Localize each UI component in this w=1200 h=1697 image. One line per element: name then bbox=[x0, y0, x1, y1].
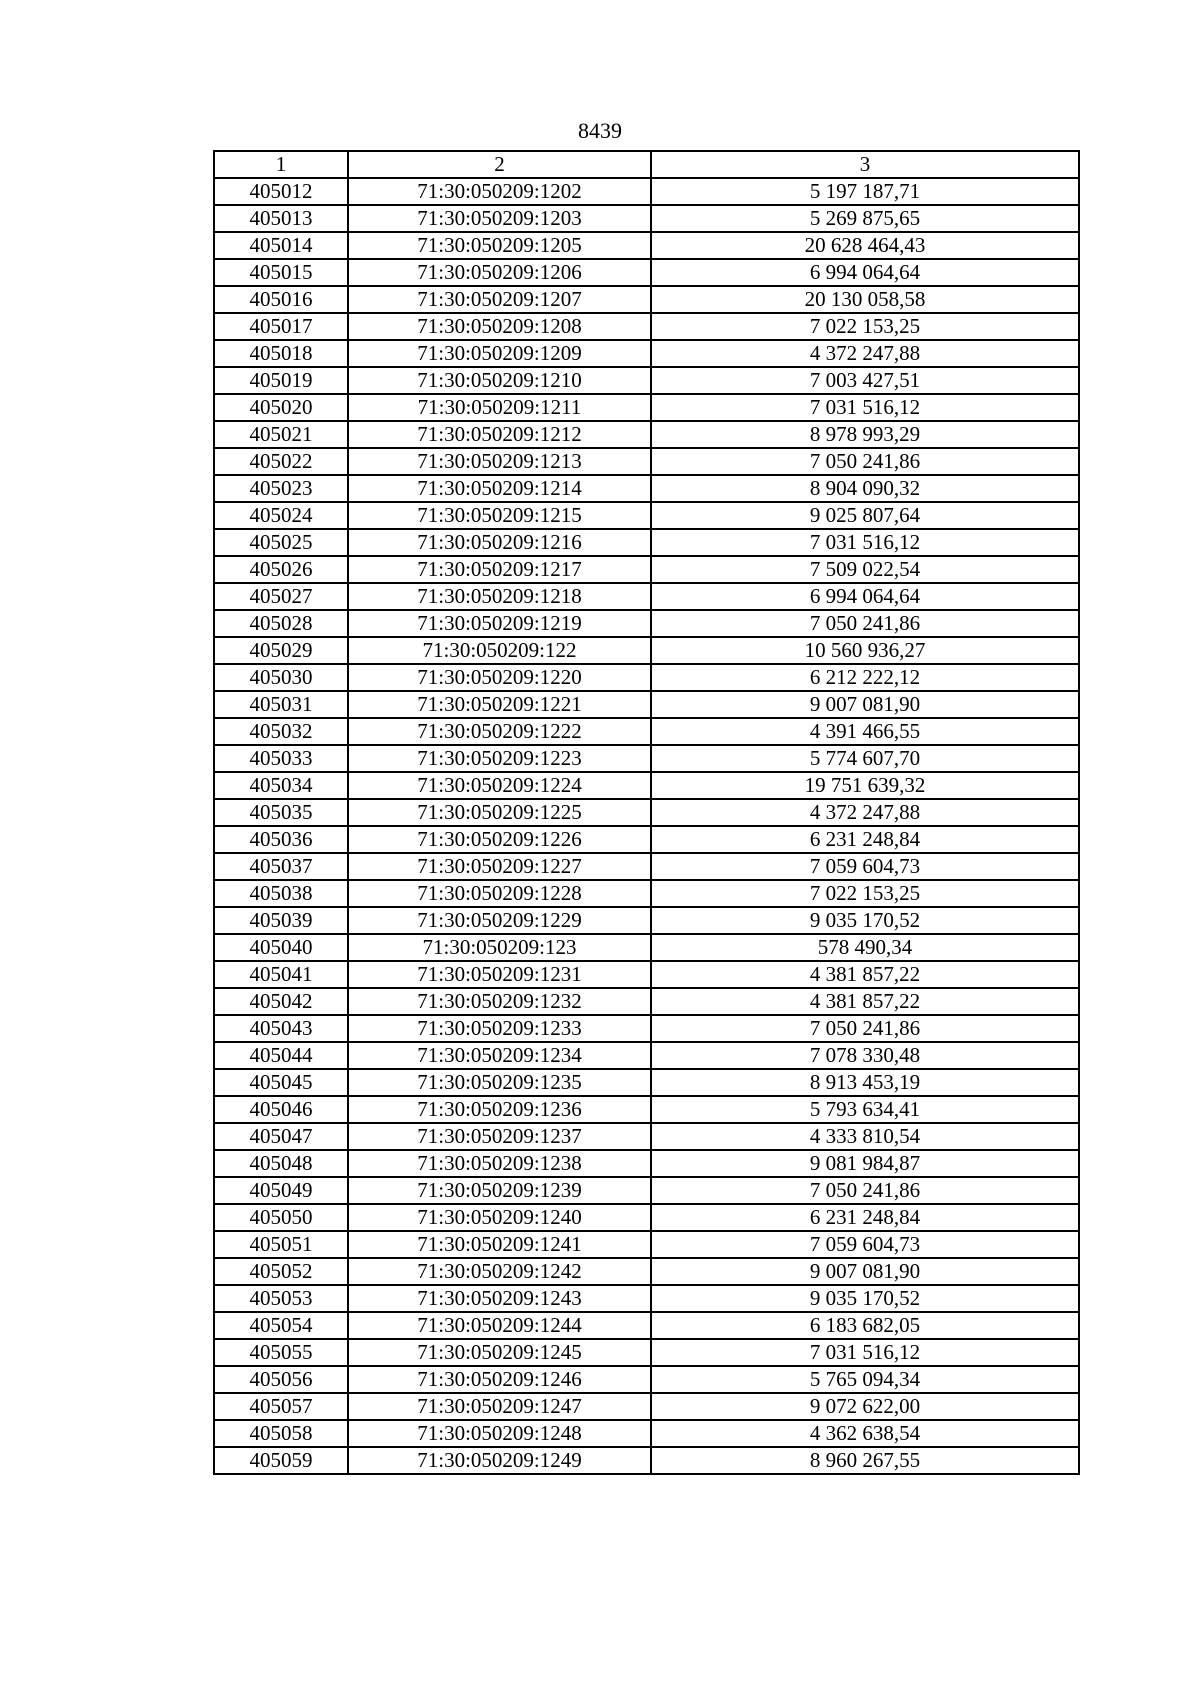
table-row bbox=[214, 313, 1079, 340]
column-header: 1 bbox=[214, 151, 348, 178]
table-row bbox=[214, 988, 1079, 1015]
cadastral-number-cell: 71:30:050209:1216 bbox=[348, 529, 651, 556]
row-number-cell: 405057 bbox=[214, 1393, 348, 1420]
value-cell: 4 391 466,55 bbox=[651, 718, 1079, 745]
value-cell: 6 231 248,84 bbox=[651, 1204, 1079, 1231]
cadastral-number-cell: 71:30:050209:1239 bbox=[348, 1177, 651, 1204]
table-row bbox=[214, 1366, 1079, 1393]
table-row bbox=[214, 880, 1079, 907]
row-number-cell: 405012 bbox=[214, 178, 348, 205]
row-number-cell: 405013 bbox=[214, 205, 348, 232]
table-row bbox=[214, 826, 1079, 853]
table-row bbox=[214, 1177, 1079, 1204]
cadastral-number-cell: 71:30:050209:1249 bbox=[348, 1447, 651, 1474]
cadastral-number-cell: 71:30:050209:1218 bbox=[348, 583, 651, 610]
table-row bbox=[214, 529, 1079, 556]
value-cell: 5 197 187,71 bbox=[651, 178, 1079, 205]
table-row bbox=[214, 1204, 1079, 1231]
cadastral-number-cell: 71:30:050209:1213 bbox=[348, 448, 651, 475]
column-header: 3 bbox=[651, 151, 1079, 178]
table-row bbox=[214, 1285, 1079, 1312]
table-row bbox=[214, 286, 1079, 313]
value-cell: 7 031 516,12 bbox=[651, 529, 1079, 556]
row-number-cell: 405048 bbox=[214, 1150, 348, 1177]
cadastral-number-cell: 71:30:050209:1244 bbox=[348, 1312, 651, 1339]
value-cell: 5 774 607,70 bbox=[651, 745, 1079, 772]
table-row bbox=[214, 394, 1079, 421]
row-number-cell: 405043 bbox=[214, 1015, 348, 1042]
cadastral-number-cell: 71:30:050209:1231 bbox=[348, 961, 651, 988]
cadastral-number-cell: 71:30:050209:1215 bbox=[348, 502, 651, 529]
value-cell: 6 994 064,64 bbox=[651, 583, 1079, 610]
row-number-cell: 405022 bbox=[214, 448, 348, 475]
row-number-cell: 405018 bbox=[214, 340, 348, 367]
value-cell: 5 765 094,34 bbox=[651, 1366, 1079, 1393]
cadastral-number-cell: 71:30:050209:1245 bbox=[348, 1339, 651, 1366]
row-number-cell: 405027 bbox=[214, 583, 348, 610]
value-cell: 19 751 639,32 bbox=[651, 772, 1079, 799]
value-cell: 6 994 064,64 bbox=[651, 259, 1079, 286]
row-number-cell: 405035 bbox=[214, 799, 348, 826]
row-number-cell: 405058 bbox=[214, 1420, 348, 1447]
cadastral-number-cell: 71:30:050209:1227 bbox=[348, 853, 651, 880]
row-number-cell: 405034 bbox=[214, 772, 348, 799]
row-number-cell: 405053 bbox=[214, 1285, 348, 1312]
table-row bbox=[214, 259, 1079, 286]
row-number-cell: 405015 bbox=[214, 259, 348, 286]
value-cell: 7 050 241,86 bbox=[651, 1177, 1079, 1204]
cadastral-number-cell: 71:30:050209:1241 bbox=[348, 1231, 651, 1258]
table-row bbox=[214, 1258, 1079, 1285]
table-header-row bbox=[214, 151, 1079, 178]
row-number-cell: 405039 bbox=[214, 907, 348, 934]
value-cell: 7 078 330,48 bbox=[651, 1042, 1079, 1069]
table-row bbox=[214, 1231, 1079, 1258]
value-cell: 9 007 081,90 bbox=[651, 1258, 1079, 1285]
row-number-cell: 405038 bbox=[214, 880, 348, 907]
row-number-cell: 405047 bbox=[214, 1123, 348, 1150]
cadastral-number-cell: 71:30:050209:1247 bbox=[348, 1393, 651, 1420]
table-row bbox=[214, 610, 1079, 637]
cadastral-number-cell: 71:30:050209:1235 bbox=[348, 1069, 651, 1096]
table-row bbox=[214, 340, 1079, 367]
value-cell: 5 269 875,65 bbox=[651, 205, 1079, 232]
value-cell: 7 031 516,12 bbox=[651, 1339, 1079, 1366]
value-cell: 4 362 638,54 bbox=[651, 1420, 1079, 1447]
column-header: 2 bbox=[348, 151, 651, 178]
table-row bbox=[214, 691, 1079, 718]
value-cell: 8 913 453,19 bbox=[651, 1069, 1079, 1096]
row-number-cell: 405024 bbox=[214, 502, 348, 529]
value-cell: 9 035 170,52 bbox=[651, 1285, 1079, 1312]
value-cell: 7 050 241,86 bbox=[651, 610, 1079, 637]
row-number-cell: 405059 bbox=[214, 1447, 348, 1474]
table-row bbox=[214, 637, 1079, 664]
cadastral-number-cell: 71:30:050209:1203 bbox=[348, 205, 651, 232]
value-cell: 8 904 090,32 bbox=[651, 475, 1079, 502]
table-body bbox=[214, 178, 1079, 1474]
value-cell: 8 978 993,29 bbox=[651, 421, 1079, 448]
table-row bbox=[214, 961, 1079, 988]
table-row bbox=[214, 583, 1079, 610]
cadastral-number-cell: 71:30:050209:1229 bbox=[348, 907, 651, 934]
row-number-cell: 405055 bbox=[214, 1339, 348, 1366]
row-number-cell: 405032 bbox=[214, 718, 348, 745]
table-row bbox=[214, 934, 1079, 961]
table-row bbox=[214, 1447, 1079, 1474]
value-cell: 7 022 153,25 bbox=[651, 880, 1079, 907]
table-row bbox=[214, 448, 1079, 475]
cadastral-number-cell: 71:30:050209:122 bbox=[348, 637, 651, 664]
row-number-cell: 405017 bbox=[214, 313, 348, 340]
cadastral-number-cell: 71:30:050209:1234 bbox=[348, 1042, 651, 1069]
cadastral-number-cell: 71:30:050209:1225 bbox=[348, 799, 651, 826]
cadastral-number-cell: 71:30:050209:1214 bbox=[348, 475, 651, 502]
value-cell: 9 007 081,90 bbox=[651, 691, 1079, 718]
cadastral-number-cell: 71:30:050209:1236 bbox=[348, 1096, 651, 1123]
row-number-cell: 405033 bbox=[214, 745, 348, 772]
table-row bbox=[214, 1123, 1079, 1150]
table-row bbox=[214, 1339, 1079, 1366]
value-cell: 8 960 267,55 bbox=[651, 1447, 1079, 1474]
value-cell: 6 231 248,84 bbox=[651, 826, 1079, 853]
value-cell: 7 050 241,86 bbox=[651, 448, 1079, 475]
value-cell: 9 035 170,52 bbox=[651, 907, 1079, 934]
table-row bbox=[214, 556, 1079, 583]
value-cell: 20 628 464,43 bbox=[651, 232, 1079, 259]
page-number: 8439 bbox=[578, 118, 622, 143]
cadastral-number-cell: 71:30:050209:1220 bbox=[348, 664, 651, 691]
cadastral-number-cell: 71:30:050209:1210 bbox=[348, 367, 651, 394]
data-table bbox=[213, 150, 1080, 1475]
cadastral-number-cell: 71:30:050209:1242 bbox=[348, 1258, 651, 1285]
table-row bbox=[214, 205, 1079, 232]
table-row bbox=[214, 772, 1079, 799]
table-row bbox=[214, 232, 1079, 259]
row-number-cell: 405036 bbox=[214, 826, 348, 853]
cadastral-number-cell: 71:30:050209:1237 bbox=[348, 1123, 651, 1150]
value-cell: 6 183 682,05 bbox=[651, 1312, 1079, 1339]
value-cell: 9 072 622,00 bbox=[651, 1393, 1079, 1420]
table-row bbox=[214, 1096, 1079, 1123]
value-cell: 7 509 022,54 bbox=[651, 556, 1079, 583]
row-number-cell: 405021 bbox=[214, 421, 348, 448]
value-cell: 7 059 604,73 bbox=[651, 1231, 1079, 1258]
table-row bbox=[214, 1393, 1079, 1420]
value-cell: 7 059 604,73 bbox=[651, 853, 1079, 880]
table-row bbox=[214, 907, 1079, 934]
table-row bbox=[214, 1312, 1079, 1339]
value-cell: 9 081 984,87 bbox=[651, 1150, 1079, 1177]
row-number-cell: 405025 bbox=[214, 529, 348, 556]
row-number-cell: 405014 bbox=[214, 232, 348, 259]
table-row bbox=[214, 664, 1079, 691]
row-number-cell: 405016 bbox=[214, 286, 348, 313]
table-row bbox=[214, 1042, 1079, 1069]
value-cell: 4 372 247,88 bbox=[651, 799, 1079, 826]
cadastral-number-cell: 71:30:050209:1238 bbox=[348, 1150, 651, 1177]
table-row bbox=[214, 502, 1079, 529]
cadastral-number-cell: 71:30:050209:1217 bbox=[348, 556, 651, 583]
cadastral-number-cell: 71:30:050209:1222 bbox=[348, 718, 651, 745]
cadastral-number-cell: 71:30:050209:1209 bbox=[348, 340, 651, 367]
cadastral-number-cell: 71:30:050209:1243 bbox=[348, 1285, 651, 1312]
row-number-cell: 405031 bbox=[214, 691, 348, 718]
value-cell: 10 560 936,27 bbox=[651, 637, 1079, 664]
value-cell: 7 022 153,25 bbox=[651, 313, 1079, 340]
table-row bbox=[214, 1015, 1079, 1042]
cadastral-number-cell: 71:30:050209:1211 bbox=[348, 394, 651, 421]
cadastral-number-cell: 71:30:050209:1226 bbox=[348, 826, 651, 853]
cadastral-number-cell: 71:30:050209:1228 bbox=[348, 880, 651, 907]
row-number-cell: 405030 bbox=[214, 664, 348, 691]
table-row bbox=[214, 367, 1079, 394]
table-row bbox=[214, 475, 1079, 502]
cadastral-number-cell: 71:30:050209:1219 bbox=[348, 610, 651, 637]
cadastral-number-cell: 71:30:050209:1202 bbox=[348, 178, 651, 205]
value-cell: 578 490,34 bbox=[651, 934, 1079, 961]
row-number-cell: 405050 bbox=[214, 1204, 348, 1231]
cadastral-number-cell: 71:30:050209:1206 bbox=[348, 259, 651, 286]
cadastral-number-cell: 71:30:050209:123 bbox=[348, 934, 651, 961]
row-number-cell: 405042 bbox=[214, 988, 348, 1015]
row-number-cell: 405041 bbox=[214, 961, 348, 988]
row-number-cell: 405054 bbox=[214, 1312, 348, 1339]
row-number-cell: 405020 bbox=[214, 394, 348, 421]
row-number-cell: 405051 bbox=[214, 1231, 348, 1258]
table-row bbox=[214, 718, 1079, 745]
row-number-cell: 405019 bbox=[214, 367, 348, 394]
value-cell: 20 130 058,58 bbox=[651, 286, 1079, 313]
table-row bbox=[214, 1420, 1079, 1447]
row-number-cell: 405023 bbox=[214, 475, 348, 502]
row-number-cell: 405049 bbox=[214, 1177, 348, 1204]
value-cell: 5 793 634,41 bbox=[651, 1096, 1079, 1123]
row-number-cell: 405045 bbox=[214, 1069, 348, 1096]
cadastral-number-cell: 71:30:050209:1205 bbox=[348, 232, 651, 259]
value-cell: 6 212 222,12 bbox=[651, 664, 1079, 691]
row-number-cell: 405026 bbox=[214, 556, 348, 583]
row-number-cell: 405046 bbox=[214, 1096, 348, 1123]
cadastral-number-cell: 71:30:050209:1232 bbox=[348, 988, 651, 1015]
cadastral-number-cell: 71:30:050209:1224 bbox=[348, 772, 651, 799]
table-row bbox=[214, 1069, 1079, 1096]
cadastral-number-cell: 71:30:050209:1208 bbox=[348, 313, 651, 340]
row-number-cell: 405044 bbox=[214, 1042, 348, 1069]
table-row bbox=[214, 178, 1079, 205]
table-row bbox=[214, 1150, 1079, 1177]
row-number-cell: 405056 bbox=[214, 1366, 348, 1393]
value-cell: 4 381 857,22 bbox=[651, 961, 1079, 988]
cadastral-number-cell: 71:30:050209:1246 bbox=[348, 1366, 651, 1393]
row-number-cell: 405040 bbox=[214, 934, 348, 961]
table-row bbox=[214, 745, 1079, 772]
table-row bbox=[214, 853, 1079, 880]
row-number-cell: 405052 bbox=[214, 1258, 348, 1285]
value-cell: 7 050 241,86 bbox=[651, 1015, 1079, 1042]
value-cell: 7 003 427,51 bbox=[651, 367, 1079, 394]
cadastral-number-cell: 71:30:050209:1240 bbox=[348, 1204, 651, 1231]
cadastral-number-cell: 71:30:050209:1223 bbox=[348, 745, 651, 772]
cadastral-number-cell: 71:30:050209:1248 bbox=[348, 1420, 651, 1447]
value-cell: 4 381 857,22 bbox=[651, 988, 1079, 1015]
value-cell: 4 372 247,88 bbox=[651, 340, 1079, 367]
row-number-cell: 405037 bbox=[214, 853, 348, 880]
row-number-cell: 405029 bbox=[214, 637, 348, 664]
value-cell: 4 333 810,54 bbox=[651, 1123, 1079, 1150]
value-cell: 7 031 516,12 bbox=[651, 394, 1079, 421]
cadastral-number-cell: 71:30:050209:1221 bbox=[348, 691, 651, 718]
cadastral-number-cell: 71:30:050209:1212 bbox=[348, 421, 651, 448]
table-row bbox=[214, 799, 1079, 826]
table-row bbox=[214, 421, 1079, 448]
value-cell: 9 025 807,64 bbox=[651, 502, 1079, 529]
row-number-cell: 405028 bbox=[214, 610, 348, 637]
cadastral-number-cell: 71:30:050209:1233 bbox=[348, 1015, 651, 1042]
cadastral-number-cell: 71:30:050209:1207 bbox=[348, 286, 651, 313]
